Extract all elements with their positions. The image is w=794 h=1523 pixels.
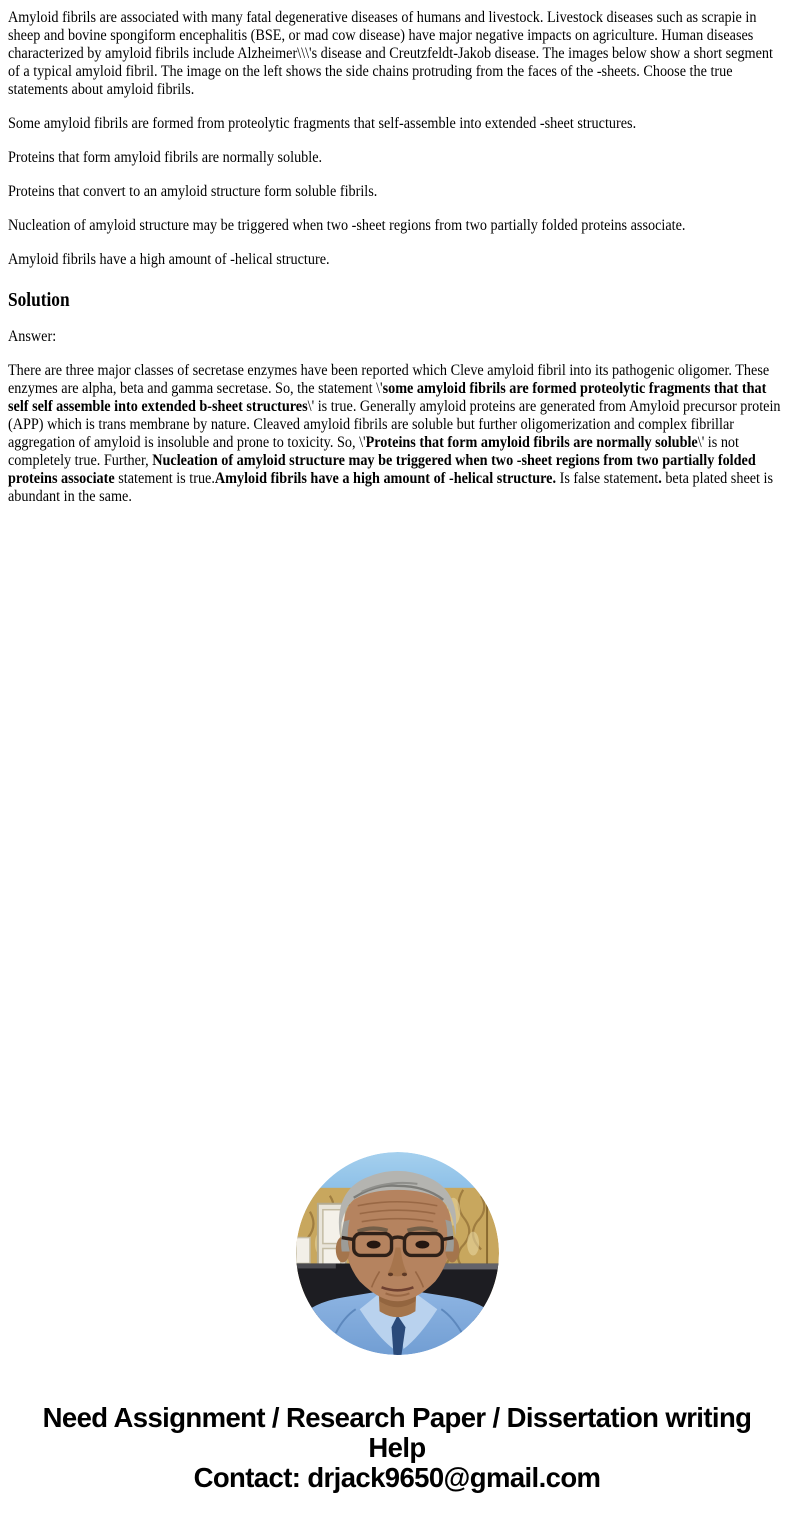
statement-option-3: Proteins that convert to an amyloid structure form soluble fibrils. bbox=[8, 183, 378, 200]
statement-option-5: Amyloid fibrils have a high amount of -helical structure. bbox=[8, 251, 330, 268]
statement-option-1: Some amyloid fibrils are formed from proteolytic fragments that self-assemble into extended -sheet structures. bbox=[8, 115, 637, 132]
footer-contact-email: Contact: drjack9650@gmail.com bbox=[193, 1462, 601, 1493]
solution-heading: Solution bbox=[8, 290, 70, 311]
statement-option-2: Proteins that form amyloid fibrils are normally soluble. bbox=[8, 149, 323, 166]
answer-paragraph: There are three major classes of secretase enzymes have been reported which Cleve amyloid fibril into its pathogenic oligomer. These enzymes are alpha, beta and gamma secretase. So, the statement \'some amyloid fibrils are formed proteolytic fragments that that self self assemble into extended b-sheet structures\' is true. Generally amyloid proteins are generated from Amyloid precursor protein (APP) which is trans membrane by nature. Cleaved amyloid fibrils are soluble but further oligomerization and complex fibrillar aggregation of amyloid is insoluble and prone to toxicity. So, \'Proteins that form amyloid fibrils are normally soluble\' is not completely true. Further, Nucleation of amyloid structure may be triggered when two -sheet regions from two partially folded proteins associate statement is true.Amyloid fibrils have a high amount of -helical structure. Is false statement. beta plated sheet is abundant in the same. bbox=[8, 362, 781, 505]
profile-photo bbox=[296, 1152, 499, 1355]
profile-photo-container bbox=[0, 1152, 794, 1355]
footer-banner bbox=[0, 1403, 794, 1493]
statement-option-4: Nucleation of amyloid structure may be triggered when two -sheet regions from two partially folded proteins associate. bbox=[8, 217, 686, 234]
question-and-solution-text bbox=[8, 0, 786, 522]
intro-paragraph: Amyloid fibrils are associated with many fatal degenerative diseases of humans and livestock. Livestock diseases such as scrapie in sheep and bovine spongiform encephalitis (BSE, or mad cow disease) have major negative impacts on agriculture. Human diseases characterized by amyloid fibrils include Alzheimer\\\'s disease and Creutzfeldt-Jakob disease. The images below show a short segment of a typical amyloid fibril. The image on the left shows the side chains protruding from the faces of the -sheets. Choose the true statements about amyloid fibrils. bbox=[8, 9, 773, 98]
footer-heading: Need Assignment / Research Paper / Dissertation writing Help bbox=[42, 1402, 752, 1463]
answer-label: Answer: bbox=[8, 328, 57, 345]
